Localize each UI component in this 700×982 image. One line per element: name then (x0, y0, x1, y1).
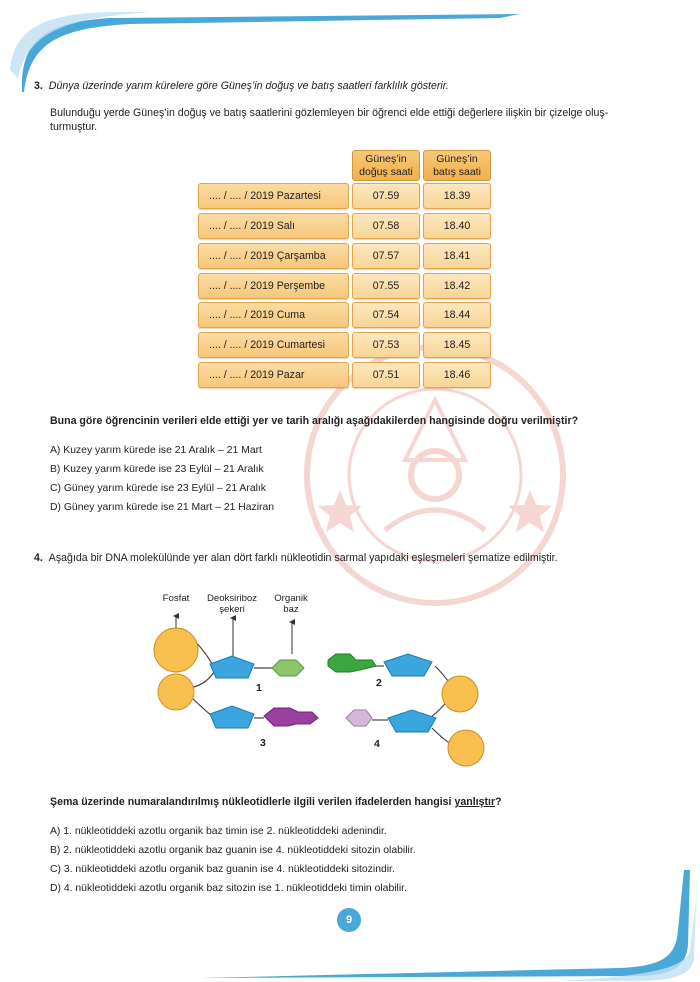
q3-body-line2: turmuştur. (50, 121, 98, 133)
nucleotide-number-4: 4 (374, 738, 380, 750)
table-sunrise-cell: 07.58 (352, 213, 420, 239)
table-date-cell: .... / .... / 2019 Salı (198, 213, 349, 239)
page-number: 9 (337, 908, 361, 932)
table-date-cell: .... / .... / 2019 Perşembe (198, 273, 349, 299)
table-sunrise-cell: 07.53 (352, 332, 420, 358)
sugar-4 (388, 710, 436, 732)
q4-question-underlined: yanlıştır (454, 796, 496, 808)
table-sunrise-cell: 07.55 (352, 273, 420, 299)
q4-option-c[interactable]: C) 3. nükleotiddeki azotlu organik baz guanin ise 4. nükleotiddeki sitozindir. (50, 864, 395, 875)
q3-option-b[interactable]: B) Kuzey yarım kürede ise 23 Eylül – 21 Aralık (50, 464, 264, 475)
q4-option-a[interactable]: A) 1. nükleotiddeki azotlu organik baz timin ise 2. nükleotiddeki adenindir. (50, 826, 387, 837)
table-date-cell: .... / .... / 2019 Çarşamba (198, 243, 349, 269)
label-base: Organik baz (274, 593, 308, 615)
phosphate-4 (448, 730, 484, 766)
q3-number: 3. (34, 80, 43, 92)
nucleotide-number-2: 2 (376, 677, 382, 689)
dna-diagram (150, 606, 500, 776)
nucleotide-number-1: 1 (256, 682, 262, 694)
table-sunset-cell: 18.41 (423, 243, 491, 269)
base-3 (264, 708, 318, 726)
nucleotide-number-3: 3 (260, 737, 266, 749)
q4-option-d[interactable]: D) 4. nükleotiddeki azotlu organik baz sitozin ise 1. nükleotiddeki timin olabilir. (50, 883, 407, 894)
q3-question: Buna göre öğrencinin verileri elde ettiği yer ve tarih aralığı aşağıdakilerden hangisinde doğru verilmiştir? (50, 415, 579, 427)
q4-intro-line (34, 551, 684, 565)
table-sunset-cell: 18.44 (423, 302, 491, 328)
q4-number: 4. (34, 552, 43, 564)
q3-option-d[interactable]: D) Güney yarım kürede ise 21 Mart – 21 Haziran (50, 502, 275, 513)
q4-question: Şema üzerinde numaralandırılmış nükleotidlerle ilgili verilen ifadelerden hangisi yanlıştır? (50, 796, 502, 808)
q3-body-line1: Bulunduğu yerde Güneş’in doğuş ve batış saatlerini gözlemleyen bir öğrenci elde ettiği değerlere ilişkin bir çizelge oluş- (50, 107, 609, 119)
table-sunset-cell: 18.45 (423, 332, 491, 358)
label-phosphate: Fosfat (162, 593, 190, 604)
table-date-cell: .... / .... / 2019 Cuma (198, 302, 349, 328)
base-4 (346, 710, 372, 726)
table-date-cell: .... / .... / 2019 Pazartesi (198, 183, 349, 209)
sugar-2 (384, 654, 432, 676)
base-2 (328, 654, 376, 672)
table-sunrise-cell: 07.59 (352, 183, 420, 209)
table-header-sunset: Güneş’in batış saati (423, 150, 491, 181)
table-header-sunrise: Güneş’in doğuş saati (352, 150, 420, 181)
table-sunset-cell: 18.46 (423, 362, 491, 388)
q3-intro-line (34, 79, 449, 93)
table-sunrise-cell: 07.57 (352, 243, 420, 269)
phosphate-1 (154, 628, 198, 672)
q3-body (50, 106, 680, 134)
sugar-1 (210, 656, 254, 678)
q4-intro: Aşağıda bir DNA molekülünde yer alan dört farklı nükleotidin sarmal yapıdaki eşleşmeleri şematize edilmiştir. (48, 552, 558, 564)
table-sunrise-cell: 07.51 (352, 362, 420, 388)
table-sunset-cell: 18.42 (423, 273, 491, 299)
q3-option-a[interactable]: A) Kuzey yarım kürede ise 21 Aralık – 21 Mart (50, 445, 262, 456)
table-sunset-cell: 18.40 (423, 213, 491, 239)
sugar-3 (210, 706, 254, 728)
table-sunrise-cell: 07.54 (352, 302, 420, 328)
base-1 (272, 660, 304, 676)
label-sugar: Deoksiriboz şekeri (206, 593, 258, 615)
table-date-cell: .... / .... / 2019 Cumartesi (198, 332, 349, 358)
phosphate-2 (442, 676, 478, 712)
q4-option-b[interactable]: B) 2. nükleotiddeki azotlu organik baz guanin ise 4. nükleotiddeki sitozin olabilir. (50, 845, 416, 856)
table-sunset-cell: 18.39 (423, 183, 491, 209)
q3-intro: Dünya üzerinde yarım kürelere göre Güneş’in doğuş ve batış saatleri farklılık gösterir. (48, 80, 449, 92)
table-date-cell: .... / .... / 2019 Pazar (198, 362, 349, 388)
q3-option-c[interactable]: C) Güney yarım kürede ise 23 Eylül – 21 Aralık (50, 483, 266, 494)
phosphate-3 (158, 674, 194, 710)
